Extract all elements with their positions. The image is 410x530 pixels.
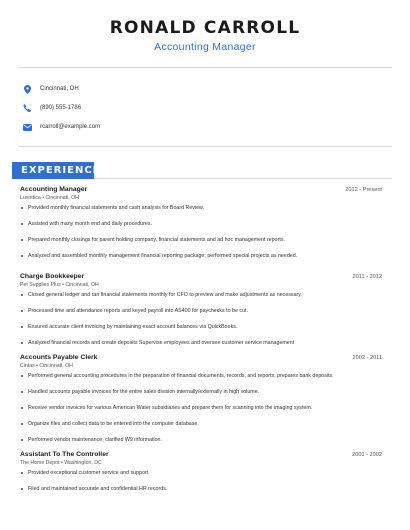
contact-list: [22, 80, 100, 137]
job-company: Cintas • Cincinnati, OH: [20, 363, 73, 369]
contact-location-text: Cincinnati, OH: [40, 86, 79, 92]
section-heading-experience: EXPERIENCE: [12, 162, 94, 179]
email-icon: [22, 122, 32, 132]
job-dates: 2012 - Present: [345, 187, 382, 193]
job-dates: 2011 - 2012: [352, 274, 382, 280]
job-dates: 2001 - 2002: [352, 452, 382, 458]
job-header: [20, 273, 382, 280]
job-title: Assistant To The Controller: [20, 451, 109, 458]
divider-contacts: [18, 146, 392, 147]
job-header: [20, 451, 382, 458]
job-bullet: Organize files and collect data to be entered into the computer database.: [20, 421, 382, 437]
job-bullet: Processed time and attendance reports and keyed payroll into AS400 for paychecks to be cut.: [20, 308, 382, 324]
candidate-name: RONALD CARROLL: [109, 18, 301, 38]
job-company: Pet Supplies Plus • Cincinnati, OH: [20, 282, 99, 288]
job-header: [20, 186, 382, 193]
job-title: Charge Bookkeeper: [20, 273, 85, 280]
contact-email: [22, 118, 100, 136]
job-bullets: [20, 292, 382, 350]
resume-header: [0, 0, 410, 53]
job-bullet: Assisted with many month end and daily procedures.: [20, 221, 382, 237]
job-bullet: Ensured accurate client invoicing by maintaining exact account balances via QuickBooks.: [20, 324, 382, 340]
job-company: Luxottica • Cincinnati, OH: [20, 195, 79, 201]
contact-phone-text: (890) 555-1786: [40, 105, 82, 111]
job-bullet: Provided monthly financial statements and cash analysis for Board Review.: [20, 205, 382, 221]
job-bullets: [20, 373, 382, 447]
section-heading-rule: [94, 178, 392, 179]
job-bullet: Performed general accounting procedures in the preparation of financial documents, records, and reports; prepares bank deposits.: [20, 373, 382, 389]
contact-location: [22, 80, 100, 98]
job-company: The Home Depot • Washington, DC: [20, 460, 102, 466]
job-title: Accounts Payable Clerk: [20, 354, 98, 361]
contact-phone: [22, 99, 100, 117]
job-bullets: [20, 470, 382, 502]
job-bullet: Performed vendor maintenance, clarified W9 information.: [20, 437, 382, 447]
job-bullet: Prepared monthly closings for parent holding company, financial statements and ad hoc management reports.: [20, 237, 382, 253]
job-bullet: Provided exceptional customer service and support.: [20, 470, 382, 486]
job-bullet: Filed and maintained accurate and confidential HR records.: [20, 486, 382, 502]
experience-list: [20, 186, 382, 506]
job-bullet: Receive vendor invoices for various American Water subsidiaries and prepare them for scanning into the imaging system.: [20, 405, 382, 421]
job-bullet: Closed general ledger and ran financial statements monthly for CFO to preview and make adjustments as necessary.: [20, 292, 382, 308]
job-entry: [20, 273, 382, 350]
job-entry: [20, 354, 382, 447]
job-bullets: [20, 205, 382, 269]
divider-top: [18, 67, 392, 68]
job-bullet: Handled accounts payable invoices for the entire sales division internally/externally in high volume.: [20, 389, 382, 405]
job-title: Accounting Manager: [20, 186, 88, 193]
job-bullet: Analyzed and assembled monthly management financial reporting package; performed special projects as needed.: [20, 253, 382, 269]
job-entry: [20, 186, 382, 269]
candidate-title: Accounting Manager: [154, 41, 256, 53]
phone-icon: [22, 103, 32, 113]
job-dates: 2002 - 2011: [352, 355, 382, 361]
job-bullet: Analyzed financial records and create deposits Supervise employees and oversee customer service management: [20, 340, 382, 350]
job-header: [20, 354, 382, 361]
job-entry: [20, 451, 382, 502]
location-pin-icon: [22, 84, 32, 94]
contact-email-text: rcarroll@example.com: [40, 124, 101, 130]
